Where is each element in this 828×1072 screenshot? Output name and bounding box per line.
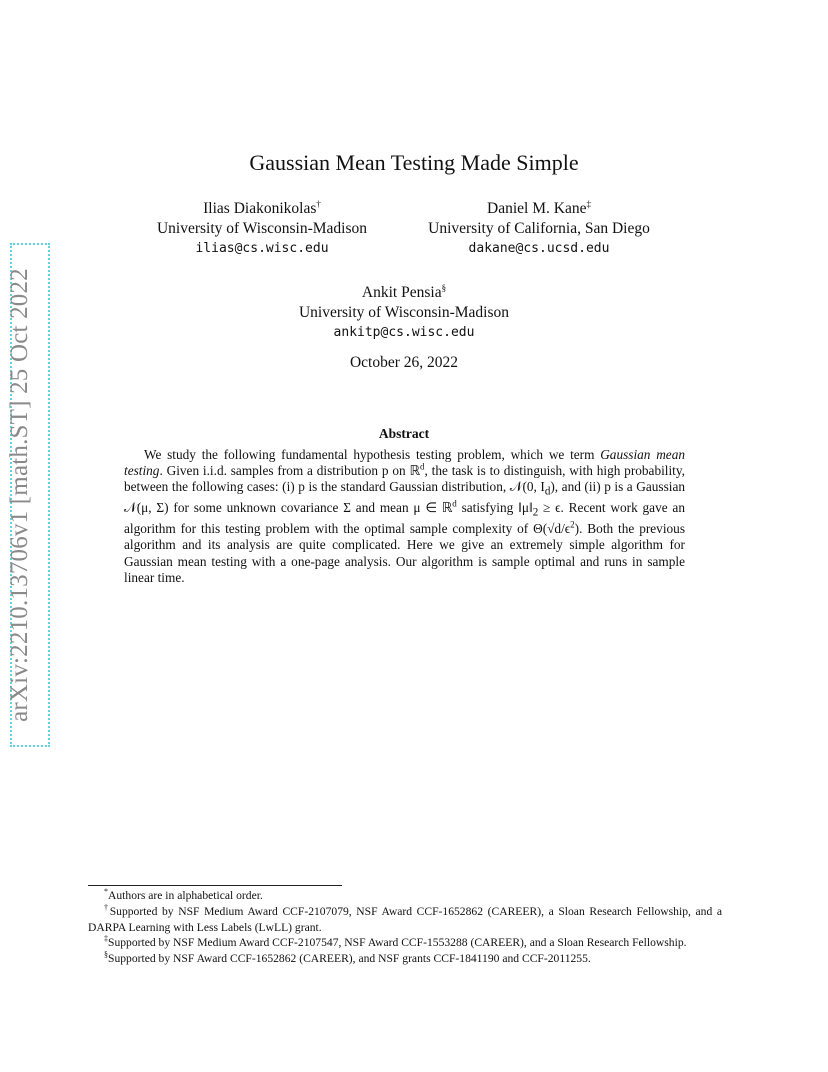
author-email[interactable]: ilias@cs.wisc.edu [195,241,329,256]
footnote-item: *Authors are in alphabetical order. [104,887,263,902]
abstract-heading: Abstract [378,426,430,441]
author-block-2 [404,199,674,259]
author-affiliation: University of California, San Diego [428,220,650,237]
footnote-mark[interactable]: ‡ [586,198,591,209]
arxiv-stamp[interactable]: arXiv:2210.13706v1 [math.ST] 25 Oct 2022 [6,268,33,722]
author-affiliation: University of Wisconsin-Madison [156,220,368,237]
abstract-text: We study the following fundamental hypothesis testing problem, which we term Gaussian mean testing. Given i.i.d. samples from a distribution p on ℝ$^d$, the task is to distinguish, with high probability, between the following cases: (i) p is the standard Gaussian distribution, 𝒩(0, $I_d$), and (ii) p is a Gaussian 𝒩(μ, Σ) for some unknown covariance Σ and mean μ ∈ ℝ$^d$ satisfying $‖\mu‖_2 \ge \epsilon$. Recent work gave an algorithm for this testing problem with the optimal sample complexity of $\Theta(√d/\epsilon^2)$. Both the previous algorithm and its analysis are quite complicated. Here we give an extremely simple algorithm for Gaussian mean testing with a one-page analysis. Our algorithm is sample optimal and runs in sample linear time. [124,447,685,585]
footnote-item: §Supported by NSF Award CCF-1652862 (CAREER), and NSF grants CCF-1841190 and CCF-2011255. [104,950,591,966]
paper-title: Gaussian Mean Testing Made Simple [249,150,579,175]
footnote-mark[interactable]: § [441,282,447,293]
author-email[interactable]: dakane@cs.ucsd.edu [468,241,610,256]
author-name: Ankit Pensia [361,284,442,301]
term-gaussian-mean-testing: Gaussian mean testing [124,447,685,479]
author-block-1 [132,199,392,259]
author-email[interactable]: ankitp@cs.wisc.edu [333,325,475,340]
author-name: Ilias Diakonikolas [203,200,317,217]
author-name: Daniel M. Kane [487,200,587,217]
footnote-mark[interactable]: † [316,198,321,209]
footnote-item: ‡Supported by NSF Medium Award CCF-2107547, NSF Award CCF-1553288 (CAREER), and a Sloan Research Fellowship. [104,934,687,950]
paper-date: October 26, 2022 [349,354,459,371]
footnote-item: †Supported by NSF Medium Award CCF-2107079, NSF Award CCF-1652862 (CAREER), a Sloan Research Fellowship, and a DARPA Learning with Less Labels (LwLL) grant. [88,902,722,934]
author-affiliation: University of Wisconsin-Madison [298,304,510,321]
footnote-rule [88,885,342,886]
author-block-3 [274,283,534,343]
footnotes [88,888,722,967]
